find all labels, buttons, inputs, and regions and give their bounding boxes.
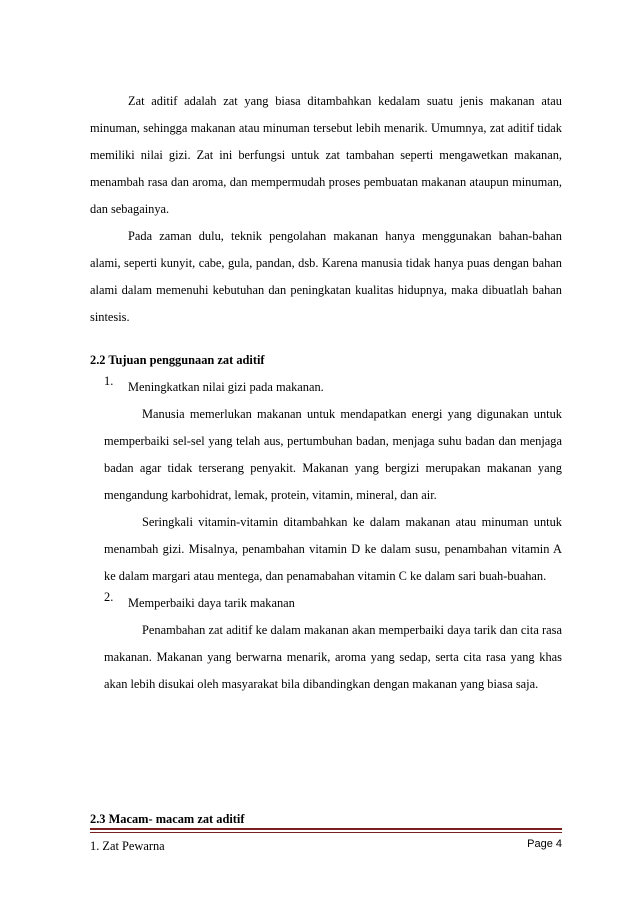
section-heading-2-3: 2.3 Macam- macam zat aditif [90,812,245,826]
list-item [104,590,562,617]
page-number: Page 4 [527,838,562,850]
footer-rule [90,832,562,833]
list-item-label: Memperbaiki daya tarik makanan [128,596,295,610]
subsection-item: 1. Zat Pewarna [90,839,165,853]
spacer [90,698,562,806]
purpose-list [104,374,562,698]
list-item-label: Meningkatkan nilai gizi pada makanan. [128,380,324,394]
footer-rule [90,828,562,830]
list-number: 2. [104,590,114,604]
intro-paragraph-1: Zat aditif adalah zat yang biasa ditambahkan kedalam suatu jenis makanan atau minuman, sehingga makanan atau minuman tersebut lebih menarik. Umumnya, zat aditif tidak memiliki nilai gizi. Zat ini berfungsi untuk zat tambahan seperti mengawetkan makanan, menambah rasa dan aroma, dan mempermudah proses pembuatan makanan ataupun minuman, dan sebagainya. [90,94,562,216]
list-item [104,374,562,401]
intro-paragraph-2: Pada zaman dulu, teknik pengolahan makanan hanya menggunakan bahan-bahan alami, seperti kunyit, cabe, gula, pandan, dsb. Karena manusia tidak hanya puas dengan bahan alami dalam memenuhi kebutuhan dan peningkatan kualitas hidupnya, maka dibuatlah bahan sintesis. [90,229,562,324]
section-heading-2-2: 2.2 Tujuan penggunaan zat aditif [90,353,265,367]
list-paragraph: Manusia memerlukan makanan untuk mendapatkan energi yang digunakan untuk memperbaiki sel-sel yang telah aus, pertumbuhan badan, menjaga suhu badan dan menjaga badan agar tidak terserang penyakit. Makanan yang bergizi merupakan makanan yang mengandung karbohidrat, lemak, protein, vitamin, mineral, dan air. [104,407,562,502]
list-paragraph: Penambahan zat aditif ke dalam makanan akan memperbaiki daya tarik dan cita rasa makanan. Makanan yang berwarna menarik, aroma yang sedap, serta cita rasa yang khas akan lebih disukai oleh masyarakat bila dibandingkan dengan makanan yang biasa saja. [104,623,562,691]
page-content [90,88,562,860]
list-paragraph: Seringkali vitamin-vitamin ditambahkan ke dalam makanan atau minuman untuk menambah gizi. Misalnya, penambahan vitamin D ke dalam susu, penambahan vitamin A ke dalam margari atau mentega, dan penamabahan vitamin C ke dalam sari buah-buahan. [104,515,562,583]
list-number: 1. [104,374,114,388]
